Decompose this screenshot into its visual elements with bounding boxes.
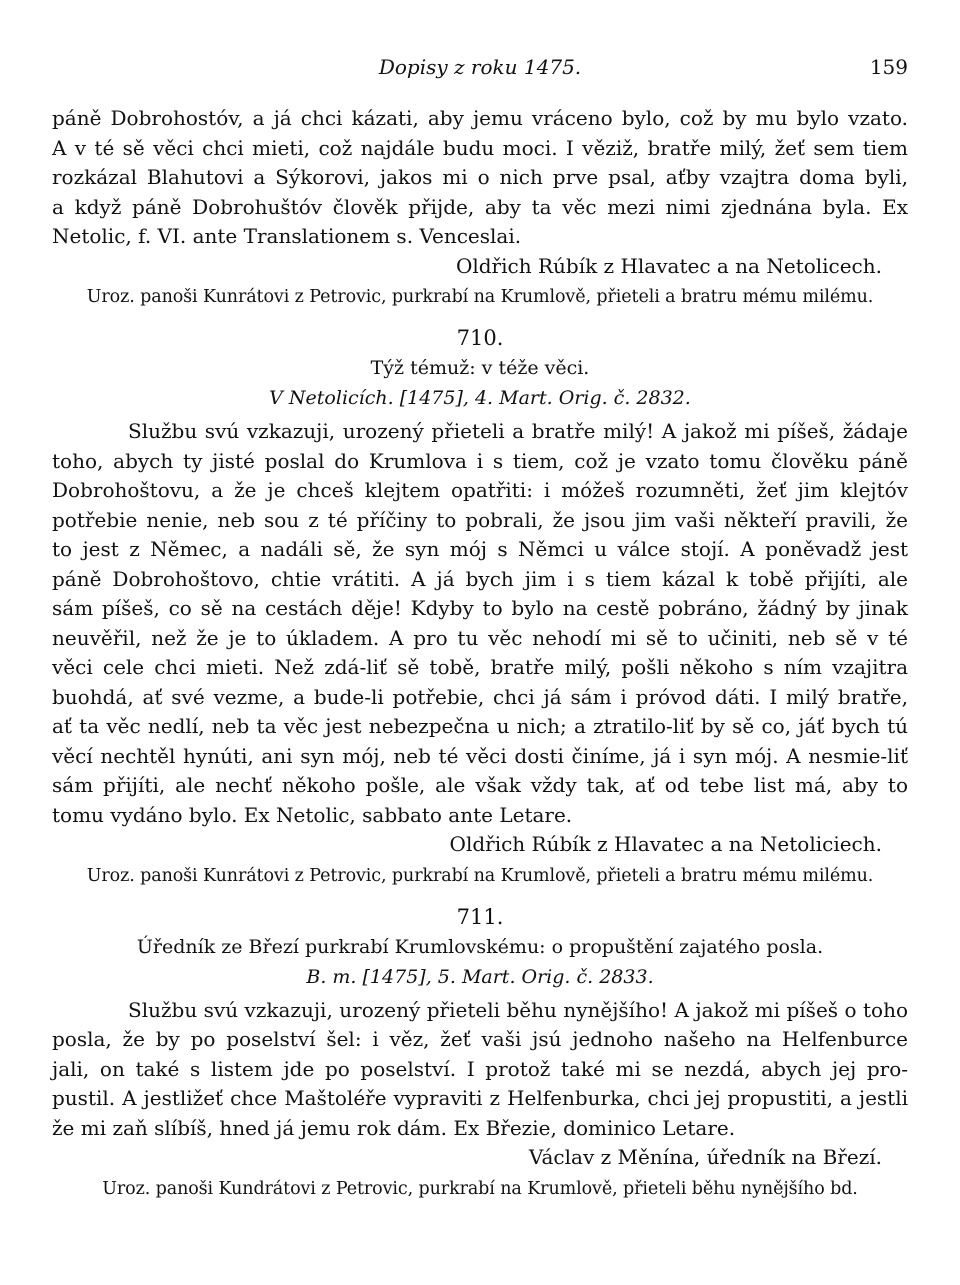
text-line: ať ta věc nedlí, neb ta věc jest nebezpečna u nich; a ztratilo-liť by sě co, jáť bych tú	[52, 714, 908, 738]
text-line: potřebie nenie, neb sou z té příčiny to pobrali, že jsou jim vaši někteří pravili, že	[52, 507, 908, 532]
text-line: jali, on také s listem jde po poselství. I protož také mi se nezdá, abych jej pro-	[52, 1056, 908, 1081]
text-line: věci cele chci mieti. Než zdá-liť sě tobě, bratře milý, pošli někoho s ním vzajitra	[52, 655, 908, 679]
document-number: 711.	[456, 904, 504, 929]
signature: Oldřich Rúbík z Hlavatec a na Netoliciech.	[449, 832, 882, 856]
text-line: sám přijíti, ale nechť někoho pošle, ale však vždy tak, ať od tebe list má, aby to	[52, 773, 908, 797]
text-line: Netolic, f. VI. ante Translationem s. Venceslai.	[52, 224, 522, 248]
text-line: Službu svú vzkazuji, urozený přieteli a bratře milý! A jakož mi píšeš, žádaje	[128, 419, 908, 443]
signature: Václav z Měnína, úředník na Březí.	[528, 1145, 882, 1169]
text-line: to jest z Němec, a nadáli sě, že syn mój s Němci u válce stojí. A poněvadž jest	[52, 537, 908, 561]
text-line: že mi zaň slíbíš, hned já jemu rok dám. Ex Březie, dominico Letare.	[52, 1115, 736, 1140]
address-line: Uroz. panoši Kunrátovi z Petrovic, purkrabí na Krumlově, přieteli a bratru mému milému.	[86, 287, 874, 307]
text-line: toho, abych ty jisté poslal do Krumlova i s tiem, což je vzato tomu člověku páně	[52, 448, 908, 473]
text-line: věcí nechtěl hynúti, ani syn mój, neb té věci dosti činíme, já i syn mój. A nesmie-liť	[52, 743, 908, 768]
paragraph	[52, 417, 908, 830]
paragraph	[52, 104, 908, 252]
text-line: neuvěřil, než že je to úkladem. A pro tu věc nehodí mi sě to učiniti, neb sě v té	[52, 625, 908, 650]
text-line: páně Dobrohoštovo, chtie vrátiti. A já bych jim i s tiem kázal k tobě přijíti, ale	[52, 566, 908, 591]
text-line: pustil. A jestližeť chce Maštoléře vypraviti z Helfenburka, chci jej propustiti, a jestli	[52, 1086, 908, 1110]
text-line: páně Dobrohostóv, a já chci kázati, aby jemu vráceno bylo, což by mu bylo vzato.	[52, 106, 908, 130]
document-source: V Netolicích. [1475], 4. Mart. Orig. č. 2832.	[269, 387, 691, 409]
text-line: sám píšeš, co sě na cestách děje! Kdyby to bylo na cestě pobráno, žádný by jinak	[52, 596, 908, 620]
address-line: Uroz. panoši Kundrátovi z Petrovic, purkrabí na Krumlově, přieteli běhu nynějšího bd.	[102, 1178, 858, 1199]
signature: Oldřich Rúbík z Hlavatec a na Netolicech.	[455, 253, 882, 278]
address-line: Uroz. panoši Kunrátovi z Petrovic, purkrabí na Krumlově, přieteli a bratru mému milému.	[86, 865, 874, 886]
page-header	[52, 55, 908, 83]
document-source: B. m. [1475], 5. Mart. Orig. č. 2833.	[306, 965, 654, 988]
text-line: tomu vydáno bylo. Ex Netolic, sabbato ante Letare.	[52, 802, 573, 827]
text-line: posla, že by po poselství šel: i věz, žeť vaši jsú jednoho našeho na Helfenburce	[52, 1027, 908, 1051]
document-summary: Úředník ze Březí purkrabí Krumlovskému: o propuštění zajatého posla.	[136, 935, 824, 958]
text-line: Dobrohoštovu, a že je chceš klejtem opatřiti: i móžeš rozumněti, žeť jim klejtóv	[52, 478, 908, 502]
text-line: a když páně Dobrohuštóv člověk přijde, aby ta věc mezi nimi zjednána byla. Ex	[52, 194, 908, 219]
page-content	[52, 104, 908, 1203]
running-title: Dopisy z roku 1475.	[378, 55, 582, 79]
text-line: Službu svú vzkazuji, urozený přieteli běhu nynějšího! A jakož mi píšeš o toho	[128, 997, 908, 1022]
document-summary: Týž témuž: v téže věci.	[370, 357, 590, 379]
document-number: 710.	[456, 326, 504, 350]
page-number: 159	[869, 55, 908, 79]
text-line: buohdá, ať své vezme, a bude-li potřebie, chci já sám i próvod dáti. I milý bratře,	[52, 684, 908, 709]
text-line: A v té sě věci chci mieti, což najdále budu moci. I věziž, bratře milý, žeť sem tiem	[52, 135, 908, 160]
paragraph	[52, 996, 908, 1144]
text-line: rozkázal Blahutovi a Sýkorovi, jakos mi o nich prve psal, aťby vzajtra doma byli,	[52, 165, 908, 189]
